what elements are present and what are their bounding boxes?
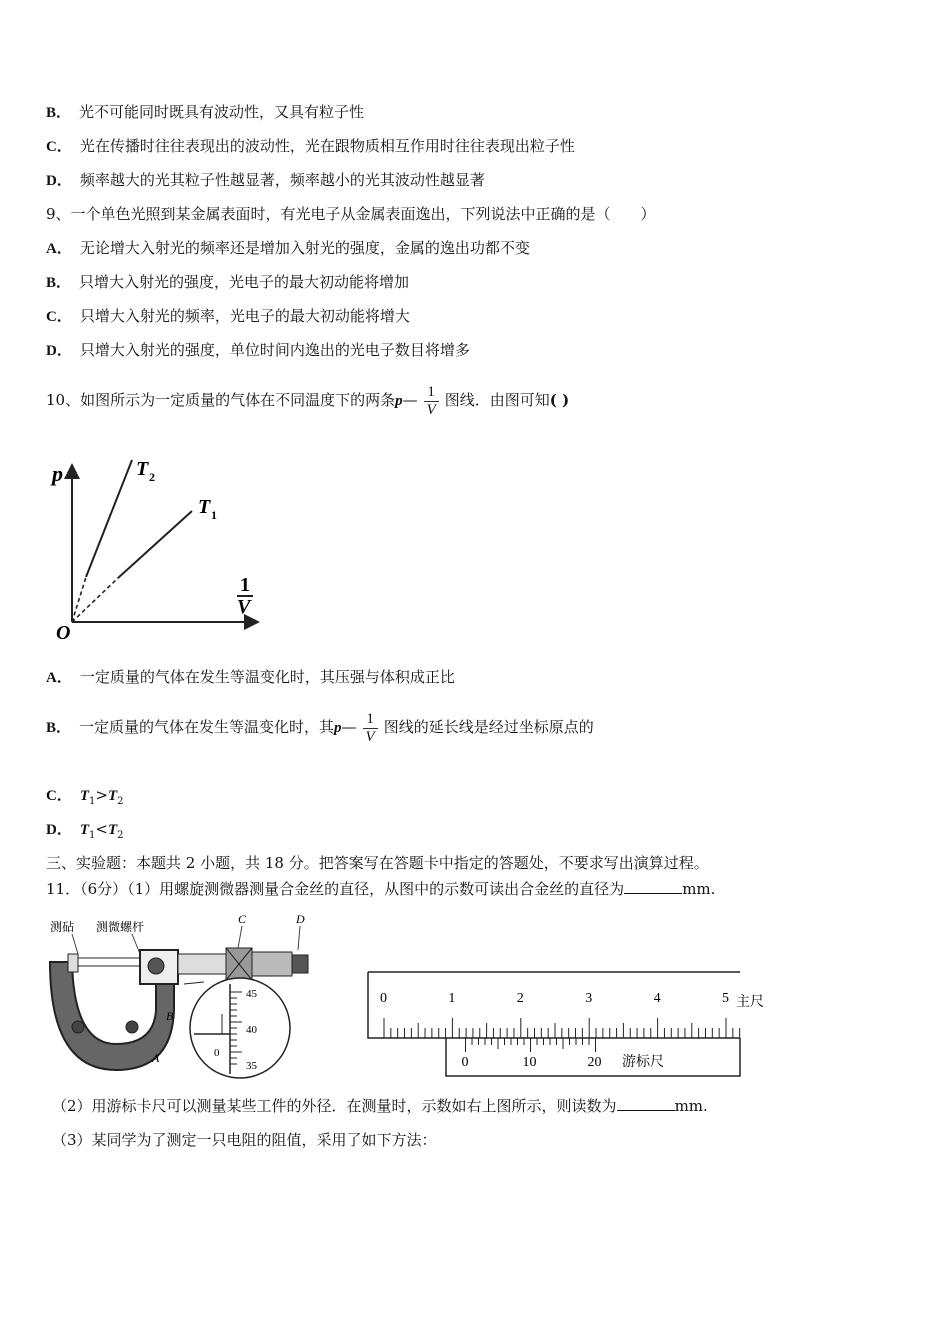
scale-40: 40 bbox=[246, 1024, 257, 1036]
t1-subscript: 1 bbox=[211, 508, 217, 522]
vernier-scale-labels bbox=[462, 1055, 602, 1070]
answer-blank bbox=[624, 879, 682, 894]
q10-option-d bbox=[46, 819, 124, 846]
q10b-p: p bbox=[334, 720, 342, 736]
vernier-tick-label: 0 bbox=[461, 1055, 469, 1070]
t2-sub: 2 bbox=[117, 796, 124, 807]
magnified-view bbox=[190, 978, 290, 1078]
sleeve bbox=[178, 954, 226, 974]
option-text: 一定质量的气体在发生等温变化时，其压强与体积成正比 bbox=[79, 668, 455, 686]
fraction-numerator: 1 bbox=[363, 711, 378, 729]
option-text: 光不可能同时既具有波动性，又具有粒子性 bbox=[79, 103, 365, 121]
q9-option-c bbox=[46, 306, 410, 327]
main-tick-label: 1 bbox=[448, 991, 456, 1006]
main-tick-label: 4 bbox=[653, 991, 661, 1006]
t1-sub: 1 bbox=[89, 796, 96, 807]
scale-0: 0 bbox=[214, 1047, 220, 1059]
option-text: 只增大入射光的强度，单位时间内逸出的光电子数目将增多 bbox=[79, 341, 470, 359]
q11-stem-text: 11．（6分）（1）用螺旋测微器测量合金丝的直径，从图中的示数可读出合金丝的直径为 bbox=[46, 880, 625, 898]
q9-stem: 9、一个单色光照到某金属表面时，有光电子从金属表面逸出，下列说法中正确的是（ ） bbox=[46, 205, 656, 223]
q10b-fraction bbox=[363, 711, 378, 746]
main-scale bbox=[384, 1018, 740, 1038]
fraction-denominator: V bbox=[426, 401, 436, 418]
option-label: B． bbox=[46, 275, 72, 291]
fraction-numerator: 1 bbox=[424, 384, 439, 402]
t2-label: T bbox=[136, 458, 149, 480]
d-leader bbox=[298, 926, 300, 950]
option-text: 光在传播时往往表现出的波动性，光在跟物质相互作用时往往表现出粒子性 bbox=[79, 137, 575, 155]
main-scale-labels bbox=[380, 991, 729, 1006]
main-tick-label: 3 bbox=[585, 991, 593, 1006]
c-leader bbox=[238, 926, 242, 948]
label-d: D bbox=[296, 912, 305, 926]
q9-option-b bbox=[46, 272, 409, 293]
q10-stem-pre: 10、如图所示为一定质量的气体在不同温度下的两条 bbox=[46, 391, 396, 409]
main-tick-label: 0 bbox=[380, 991, 387, 1006]
q11-part2 bbox=[52, 1096, 708, 1116]
option-label: A． bbox=[46, 241, 72, 257]
t2-sub: 2 bbox=[117, 830, 124, 841]
option-label: C． bbox=[46, 139, 72, 155]
q10-stem-post: 图线．由图可知 bbox=[444, 391, 550, 409]
option-label: B． bbox=[46, 720, 72, 736]
q11-unit: mm. bbox=[682, 880, 716, 898]
q10-option-a bbox=[46, 667, 455, 688]
section-3-heading: 三、实验题：本题共 2 小题，共 18 分。把答案写在答题卡中指定的答题处，不要求写出演算过程。 bbox=[46, 854, 709, 872]
main-scale-body bbox=[368, 972, 740, 1038]
fraction-denominator: V bbox=[365, 728, 375, 745]
origin-label: O bbox=[56, 622, 71, 644]
q10-option-c bbox=[46, 785, 124, 812]
option-text: 无论增大入射光的频率还是增加入射光的强度，金属的逸出功都不变 bbox=[79, 239, 530, 257]
q10-graph bbox=[48, 455, 278, 645]
ratchet bbox=[292, 955, 308, 973]
option-label: C． bbox=[46, 309, 72, 325]
t1-label: T bbox=[198, 496, 211, 518]
vernier-scale-label: 游标尺 bbox=[622, 1055, 664, 1070]
magnify-leader bbox=[184, 982, 204, 984]
main-tick-label: 5 bbox=[722, 991, 729, 1006]
option-text-post: 图线的延长线是经过坐标原点的 bbox=[383, 718, 594, 736]
scale-35: 35 bbox=[246, 1060, 257, 1072]
t2-line bbox=[86, 460, 132, 577]
t2: T bbox=[107, 822, 118, 838]
anvil-leader bbox=[72, 934, 78, 954]
q10-p: p bbox=[395, 393, 403, 409]
label-b: B bbox=[166, 1009, 174, 1023]
x-label-denominator: V bbox=[237, 596, 251, 618]
x-label-numerator: 1 bbox=[240, 574, 250, 596]
q11-part2-unit: mm. bbox=[674, 1097, 708, 1115]
option-text-pre: 一定质量的气体在发生等温变化时，其 bbox=[79, 718, 335, 736]
option-label: A． bbox=[46, 670, 72, 686]
option-text: 只增大入射光的强度，光电子的最大初动能将增加 bbox=[79, 273, 410, 291]
option-label: D． bbox=[46, 343, 72, 359]
label-spindle: 测微螺杆 bbox=[96, 920, 145, 934]
option-label: C． bbox=[46, 788, 72, 804]
answer-blank bbox=[617, 1096, 675, 1111]
frame-rivet bbox=[72, 1021, 84, 1033]
q8-option-b bbox=[46, 102, 364, 123]
q11-part2-text: （2）用游标卡尺可以测量某些工件的外径．在测量时，示数如右上图所示，则读数为 bbox=[52, 1097, 617, 1115]
q10-fraction bbox=[424, 384, 439, 419]
q10-stem bbox=[46, 382, 569, 419]
micrometer-figure bbox=[44, 910, 316, 1082]
lock-knob bbox=[148, 958, 164, 974]
t1-line bbox=[118, 511, 192, 578]
scale-45: 45 bbox=[246, 988, 257, 1000]
label-anvil: 测砧 bbox=[50, 920, 75, 934]
y-label: p bbox=[52, 461, 63, 486]
frame-rivet bbox=[126, 1021, 138, 1033]
operator: > bbox=[95, 786, 108, 804]
q10-option-b bbox=[46, 709, 594, 746]
option-label: D． bbox=[46, 822, 72, 838]
spindle-leader bbox=[132, 934, 140, 954]
label-a: A bbox=[152, 1051, 160, 1065]
t2: T bbox=[107, 788, 118, 804]
q9-option-a bbox=[46, 238, 530, 259]
main-scale-label: 主尺 bbox=[736, 995, 764, 1010]
q10-paren: ( ) bbox=[549, 391, 570, 409]
spindle bbox=[78, 958, 140, 966]
q8-option-c bbox=[46, 136, 575, 157]
vernier-scale bbox=[466, 1038, 596, 1052]
q11-part3: （3）某同学为了测定一只电阻的阻值，采用了如下方法： bbox=[52, 1131, 437, 1149]
t1: T bbox=[79, 788, 90, 804]
q10-dash: — bbox=[402, 391, 418, 409]
thimble-body bbox=[252, 952, 292, 976]
vernier-tick-label: 20 bbox=[587, 1055, 602, 1070]
t1-sub: 1 bbox=[89, 830, 96, 841]
option-text: 只增大入射光的频率，光电子的最大初动能将增大 bbox=[79, 307, 410, 325]
caliper-figure bbox=[366, 968, 774, 1078]
option-label: D． bbox=[46, 173, 72, 189]
main-tick-label: 2 bbox=[516, 991, 524, 1006]
anvil bbox=[68, 954, 78, 972]
q10b-dash: — bbox=[341, 718, 357, 736]
label-c: C bbox=[238, 912, 247, 926]
t1: T bbox=[79, 822, 90, 838]
operator: < bbox=[95, 820, 108, 838]
q9-option-d bbox=[46, 340, 470, 361]
vernier-tick-label: 10 bbox=[522, 1055, 537, 1070]
q11-stem bbox=[46, 879, 715, 899]
t2-subscript: 2 bbox=[149, 470, 155, 484]
option-text: 频率越大的光其粒子性越显著，频率越小的光其波动性越显著 bbox=[79, 171, 485, 189]
option-label: B． bbox=[46, 105, 72, 121]
q8-option-d bbox=[46, 170, 485, 191]
